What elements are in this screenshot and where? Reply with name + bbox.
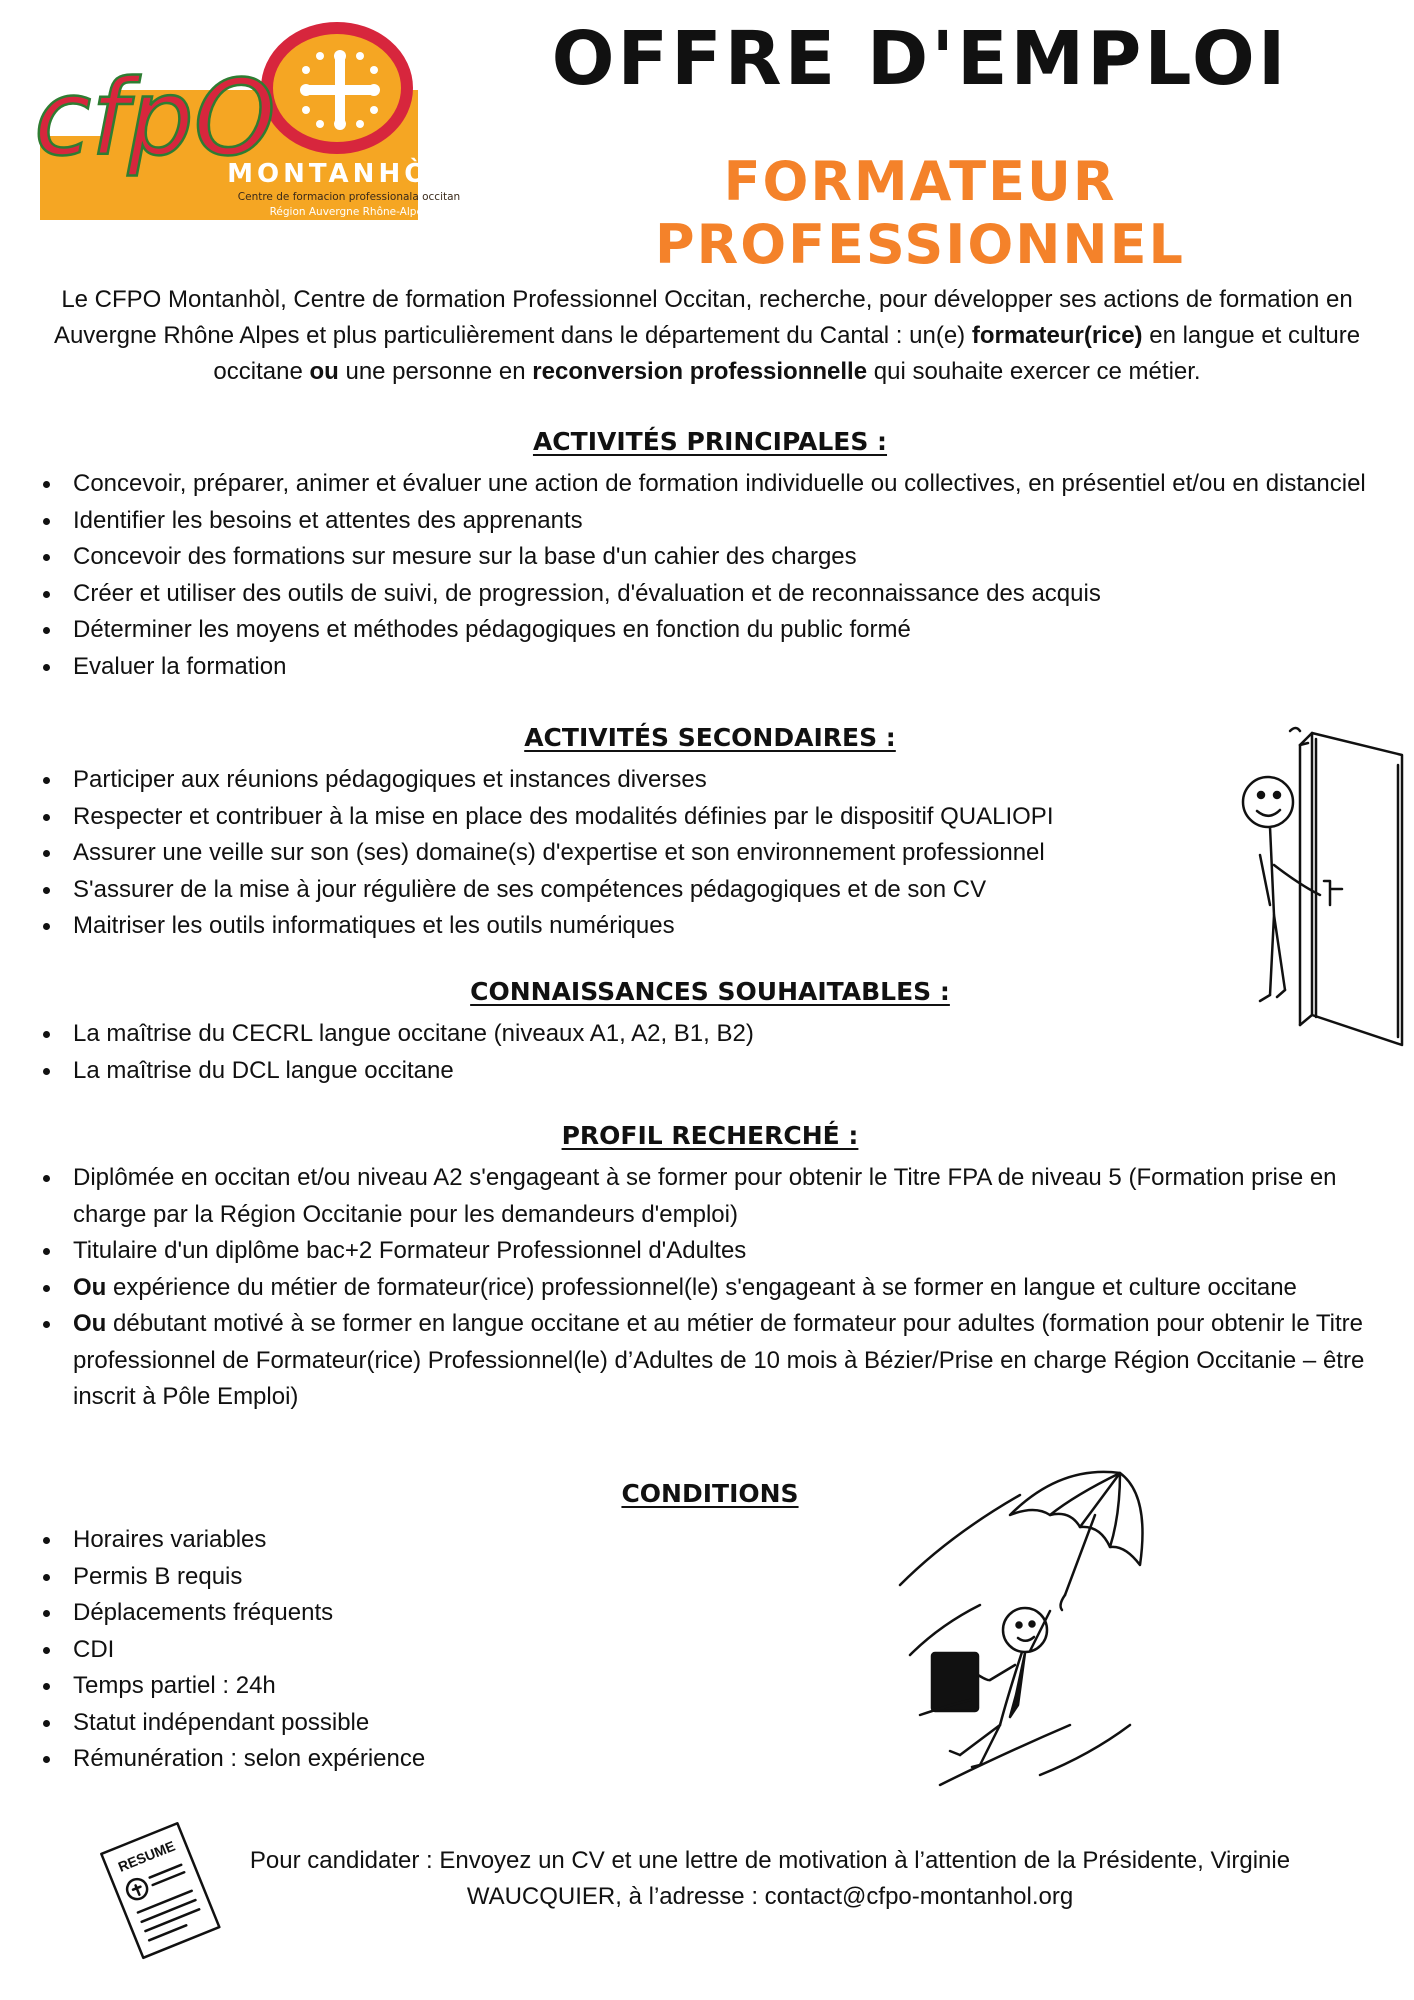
section-heading: ACTIVITÉS SECONDAIRES : — [524, 723, 896, 752]
section-heading: ACTIVITÉS PRINCIPALES : — [532, 427, 888, 456]
section-heading: CONNAISSANCES SOUHAITABLES : — [470, 977, 950, 1006]
list-item: Evaluer la formation — [40, 649, 1380, 686]
list-item: S'assurer de la mise à jour régulière de ses compétences pédagogiques et de son CV — [40, 872, 1380, 909]
logo-wordmark: cfpO — [34, 57, 276, 179]
logo-line2: Région Auvergne Rhône-Alpes — [269, 206, 429, 218]
list-item: Déplacements fréquents — [40, 1595, 1380, 1632]
list-item: Permis B requis — [40, 1559, 1380, 1596]
cfpo-montanhol-logo — [34, 26, 461, 222]
list-item: Diplômée en occitan et/ou niveau A2 s'engageant à se former pour obtenir le Titre FPA de niveau 5 (Formation prise en charge par la Région Occitanie pour les demandeurs d'emploi) — [40, 1160, 1380, 1233]
list-item: La maîtrise du DCL langue occitane — [40, 1053, 1380, 1090]
logo-name: MONTANHÒL — [227, 159, 451, 189]
list-item: Temps partiel : 24h — [40, 1668, 1380, 1705]
list-item: Titulaire d'un diplôme bac+2 Formateur Professionnel d'Adultes — [40, 1233, 1380, 1270]
list-item: Identifier les besoins et attentes des apprenants — [40, 503, 1380, 540]
list-item: Concevoir des formations sur mesure sur la base d'un cahier des charges — [40, 539, 1380, 576]
svg-text:RESUME: RESUME — [115, 1837, 178, 1875]
list-item: La maîtrise du CECRL langue occitane (niveaux A1, A2, B1, B2) — [40, 1016, 1380, 1053]
connaissances-list — [40, 1016, 1380, 1089]
section-activites-principales — [40, 424, 1380, 685]
list-item: Horaires variables — [40, 1522, 1380, 1559]
list-item: Statut indépendant possible — [40, 1705, 1380, 1742]
application-instructions: Pour candidater : Envoyez un CV et une lettre de motivation à l’attention de la Présidente, Virginie WAUCQUIER, à l’adresse : contact@cfpo-montanhol.org — [249, 1847, 1291, 1910]
umbrella-businessman-illustration — [900, 1455, 1240, 1815]
job-title: FORMATEUR PROFESSIONNEL — [655, 150, 1185, 276]
list-item: Maitriser les outils informatiques et les outils numériques — [40, 908, 1380, 945]
list-item: Participer aux réunions pédagogiques et instances diverses — [40, 762, 1380, 799]
list-item: Respecter et contribuer à la mise en place des modalités définies par le dispositif QUALIOPI — [40, 799, 1380, 836]
activites-secondaires-list — [40, 762, 1380, 945]
list-item: CDI — [40, 1632, 1380, 1669]
list-item: Ou expérience du métier de formateur(rice) professionnel(le) s'engageant à se former en langue et culture occitane — [40, 1270, 1380, 1307]
section-profil — [40, 1118, 1380, 1416]
section-heading: PROFIL RECHERCHÉ : — [561, 1121, 859, 1150]
list-item: Ou débutant motivé à se former en langue occitane et au métier de formateur pour adultes (formation pour obtenir le Titre professionnel de Formateur(rice) Professionnel(le) d’Adultes de 10 mois à Bézier/Prise en charge Région Occitanie – être inscrit à Pôle Emploi) — [40, 1306, 1380, 1416]
list-item: Concevoir, préparer, animer et évaluer une action de formation individuelle ou collectives, en présentiel et/ou en distanciel — [40, 466, 1380, 503]
section-heading: CONDITIONS — [621, 1479, 799, 1508]
activites-principales-list — [40, 466, 1380, 685]
list-item: Créer et utiliser des outils de suivi, de progression, d'évaluation et de reconnaissance des acquis — [40, 576, 1380, 613]
door-stickman-illustration — [1230, 725, 1410, 1045]
list-item: Rémunération : selon expérience — [40, 1741, 1380, 1778]
logo-line1: Centre de formacion professionala occitan — [237, 191, 461, 203]
profil-list — [40, 1160, 1380, 1416]
section-connaissances — [40, 974, 1380, 1089]
list-item: Déterminer les moyens et méthodes pédagogiques en fonction du public formé — [40, 612, 1380, 649]
section-activites-secondaires — [40, 720, 1380, 945]
intro-paragraph: Le CFPO Montanhòl, Centre de formation Professionnel Occitan, recherche, pour développer ses actions de formation en Auvergne Rhône Alpes et plus particulièrement dans le département du Cantal : un(e) formateur(rice) en langue et culture occitane ou une personne en reconversion professionnelle qui souhaite exercer ce métier. — [53, 286, 1361, 385]
list-item: Assurer une veille sur son (ses) domaine(s) d'expertise et son environnement professionnel — [40, 835, 1380, 872]
page-title: OFFRE D'EMPLOI — [551, 16, 1289, 102]
